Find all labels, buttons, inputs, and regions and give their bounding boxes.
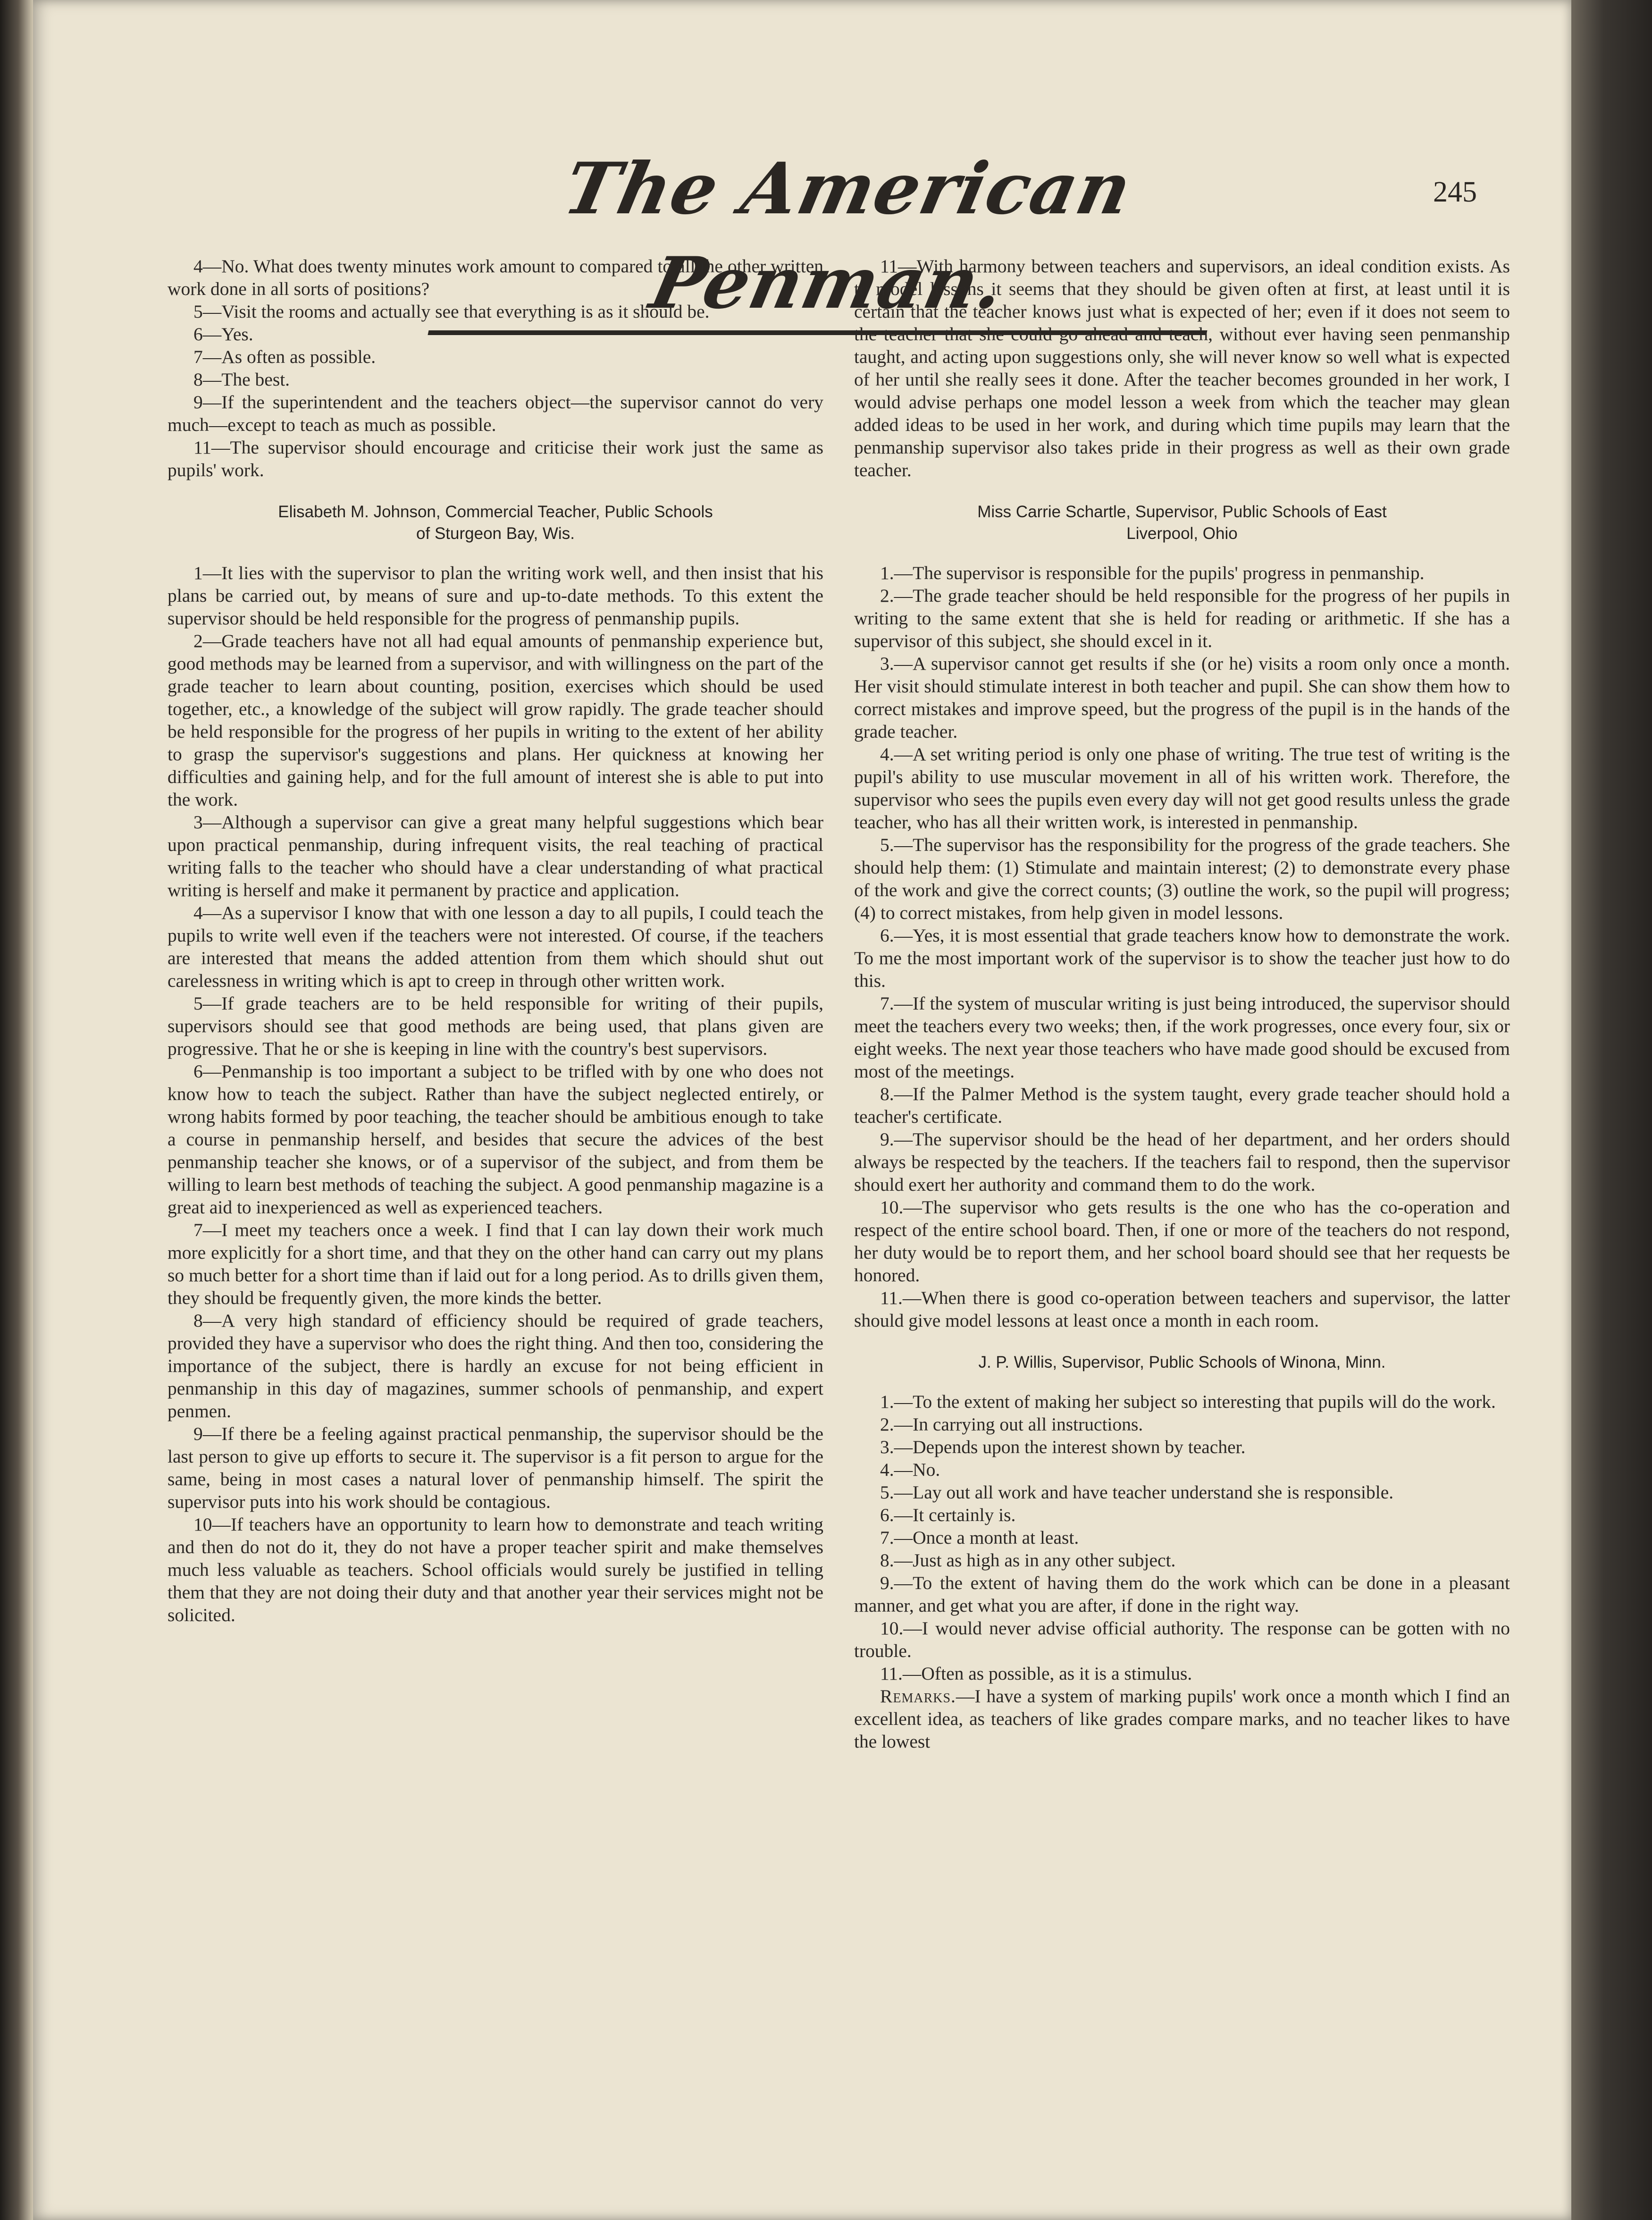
answer-paragraph: 9—If the superintendent and the teachers object—the supervisor cannot do very much—except to teach as much as possible. [168, 392, 823, 435]
answer-paragraph: 2.—In carrying out all instructions. [880, 1414, 1143, 1435]
answer-paragraph: 2.—The grade teacher should be held responsible for the progress of her pupils in writing to the same extent that she is held for reading or arithmetic. If she has a supervisor of this subject, she should excel in it. [854, 585, 1510, 651]
answer-paragraph: 8.—Just as high as in any other subject. [880, 1550, 1176, 1571]
answer-paragraph: 7.—Once a month at least. [880, 1527, 1079, 1548]
answer-paragraph: 6.—It certainly is. [880, 1505, 1016, 1525]
left-column [168, 255, 823, 2058]
answer-paragraph: 1—It lies with the supervisor to plan the writing work well, and then insist that his plans be carried out, by means of sure and up-to-date methods. To this extent the supervisor should be held responsible for the progress of penmanship pupils. [168, 563, 823, 629]
answer-paragraph: 7.—If the system of muscular writing is just being introduced, the supervisor should meet the teachers every two weeks; then, if the work progresses, once every four, six or eight weeks. The next year those teachers who have made good should be excused from most of the meetings. [854, 993, 1510, 1082]
answer-paragraph: 4.—No. [880, 1459, 940, 1480]
book-binding-edge [0, 0, 33, 2220]
answer-paragraph: 2—Grade teachers have not all had equal amounts of penmanship experience but, good methods may be learned from a supervisor, and with willingness on the part of the grade teacher to learn about counting, position, exercises which should be used together, etc., a knowledge of the subject will grow rapidly. The grade teacher should be held responsible for the progress of her pupils in writing to the extent of her ability to grasp the supervisor's suggestions and plans. Her quickness at knowing her difficulties and gaining help, and for the full amount of interest she is able to put into the work. [168, 631, 823, 810]
answer-paragraph: 1.—To the extent of making her subject so interesting that pupils will do the work. [880, 1391, 1496, 1412]
answer-paragraph: 1.—The supervisor is responsible for the pupils' progress in penmanship. [880, 563, 1425, 583]
section-heading-schartle [854, 501, 1510, 545]
page-number: 245 [1433, 176, 1477, 208]
section-heading-line: Miss Carrie Schartle, Supervisor, Public Schools of East [977, 503, 1387, 521]
answer-paragraph: 6—Yes. [193, 324, 253, 345]
answer-paragraph: 11—The supervisor should encourage and criticise their work just the same as pupils' work. [168, 437, 823, 480]
answer-paragraph: 9—If there be a feeling against practical penmanship, the supervisor should be the last person to give up efforts to secure it. The supervisor is a fit person to argue for the same, being in most cases a natural lover of penmanship himself. The spirit the supervisor puts into his work should be contagious. [168, 1423, 823, 1512]
answer-paragraph: 7—As often as possible. [193, 346, 376, 367]
answer-paragraph: 10—If teachers have an opportunity to learn how to demonstrate and teach writing and then do not do it, they do not have a proper teacher spirit and make themselves much less valuable as teachers. School officials would surely be justified in telling them that they are not doing their duty and that another year their services might not be solicited. [168, 1514, 823, 1625]
answer-paragraph: 5.—Lay out all work and have teacher understand she is responsible. [880, 1482, 1394, 1503]
answer-paragraph: 11.—Often as possible, as it is a stimulus. [880, 1663, 1192, 1684]
section-heading-johnson [168, 501, 823, 545]
answer-paragraph: 8—A very high standard of efficiency should be required of grade teachers, provided they have a supervisor who does the right thing. And then too, considering the importance of the subject, there is hardly an excuse for not being efficient in penmanship in this day of magazines, summer schools of penmanship, and expert penmen. [168, 1310, 823, 1421]
answer-paragraph: 10.—The supervisor who gets results is the one who has the co-operation and respect of the entire school board. Then, if one or more of the teachers do not respond, her duty would be to report them, and her school board should see that her requests be honored. [854, 1197, 1510, 1286]
answer-paragraph: 6.—Yes, it is most essential that grade teachers know how to demonstrate the work. To me the most important work of the supervisor is to show the teacher just how to do this. [854, 925, 1510, 991]
answer-paragraph: 8.—If the Palmer Method is the system taught, every grade teacher should hold a teacher's certificate. [854, 1084, 1510, 1127]
answer-paragraph: 4—As a supervisor I know that with one lesson a day to all pupils, I could teach the pupils to write well even if the teachers were not interested. Of course, if the teachers are interested that means the added attention from them which should shut out carelessness in writing which is apt to creep in through other written work. [168, 902, 823, 991]
section-heading-line: Elisabeth M. Johnson, Commercial Teacher, Public Schools [278, 503, 713, 521]
answer-paragraph: 8—The best. [193, 369, 290, 390]
page-edge-shadow [1571, 0, 1652, 2220]
answer-paragraph: 9.—To the extent of having them do the work which can be done in a pleasant manner, and get what you are after, if done in the right way. [854, 1572, 1510, 1616]
answer-paragraph: 5—If grade teachers are to be held responsible for writing of their pupils, supervisors should see that good methods are being used, that plans given are progressive. That he or she is keeping in line with the country's best supervisors. [168, 993, 823, 1059]
right-column [854, 255, 1510, 2058]
answer-paragraph: 11—With harmony between teachers and supervisors, an ideal condition exists. As to model lessons it seems that they should be given often at first, at least until it is certain that the teacher knows just what is expected of her; even if it does not seem to the teacher that she could go ahead and teach, without ever having seen penmanship taught, and acting upon suggestions only, she will never know so well what is expected of her until she really sees it done. After the teacher becomes grounded in her work, I would advise perhaps one model lesson a week from which the teacher may glean added ideas to be used in her work, and during which time pupils may learn that the penmanship supervisor also takes pride in their progress as well as their own grade teacher. [854, 256, 1510, 480]
section-heading-line: J. P. Willis, Supervisor, Public Schools of Winona, Minn. [978, 1353, 1386, 1371]
answer-paragraph: 3.—Depends upon the interest shown by teacher. [880, 1437, 1246, 1457]
answer-paragraph: 10.—I would never advise official authority. The response can be gotten with no trouble. [854, 1618, 1510, 1661]
answer-paragraph: 4—No. What does twenty minutes work amount to compared to all the other written work done in all sorts of positions? [168, 256, 823, 299]
masthead-logo: The American Penman. [428, 142, 1247, 335]
section-heading-line: Liverpool, Ohio [1126, 524, 1238, 543]
remarks-text: —I have a system of marking pupils' work once a month which I find an excellent idea, as teachers of like grades compare marks, and no teacher likes to have the lowest [854, 1686, 1510, 1752]
answer-paragraph: 3.—A supervisor cannot get results if she (or he) visits a room only once a month. Her visit should stimulate interest in both teacher and pupil. She can show them how to correct mistakes and improve speed, but the progress of the pupil is in the hands of the grade teacher. [854, 653, 1510, 742]
remarks-paragraph [854, 1685, 1510, 1753]
section-heading-willis [854, 1352, 1510, 1373]
section-heading-line: of Sturgeon Bay, Wis. [416, 524, 575, 543]
answer-paragraph: 3—Although a supervisor can give a great many helpful suggestions which bear upon practical penmanship, during infrequent visits, the real teaching of practical writing falls to the teacher who should have a clear understanding of what practical writing is herself and make it permanent by practice and application. [168, 812, 823, 900]
answer-paragraph: 4.—A set writing period is only one phase of writing. The true test of writing is the pupil's ability to use muscular movement in all of his written work. Therefore, the supervisor who sees the pupils even every day will not get good results unless the grade teacher, who has all their written work, is interested in penmanship. [854, 744, 1510, 832]
answer-paragraph: 5.—The supervisor has the responsibility for the progress of the grade teachers. She should help them: (1) Stimulate and maintain interest; (2) to demonstrate every phase of the work and give the correct counts; (3) outline the work, so the pupil will progress; (4) to correct mistakes, from help given in model lessons. [854, 834, 1510, 923]
answer-paragraph: 5—Visit the rooms and actually see that everything is as it should be. [193, 301, 710, 322]
answer-paragraph: 9.—The supervisor should be the head of her department, and her orders should always be respected by the teachers. If the teachers fail to respond, then the supervisor should exert her authority and command them to do the work. [854, 1129, 1510, 1195]
answer-paragraph: 7—I meet my teachers once a week. I find that I can lay down their work much more explicitly for a short time, and that they on the other hand can carry out my plans so much better for a short time than if laid out for a long period. As to drills given them, they should be frequently given, the more kinds the better. [168, 1219, 823, 1308]
answer-paragraph: 6—Penmanship is too important a subject to be trifled with by one who does not know how to teach the subject. Rather than have the subject neglected entirely, or wrong habits formed by poor teaching, the teacher should be ambitious enough to take a course in penmanship herself, and besides that secure the advices of the best penmanship teacher she knows, or of a supervisor of the subject, and from them be willing to learn best methods of teaching the subject. A good penmanship magazine is a great aid to inexperienced as well as experienced teachers. [168, 1061, 823, 1218]
answer-paragraph: 11.—When there is good co-operation between teachers and supervisor, the latter should give model lessons at least once a month in each room. [854, 1287, 1510, 1331]
remarks-label: Remarks. [880, 1686, 956, 1707]
